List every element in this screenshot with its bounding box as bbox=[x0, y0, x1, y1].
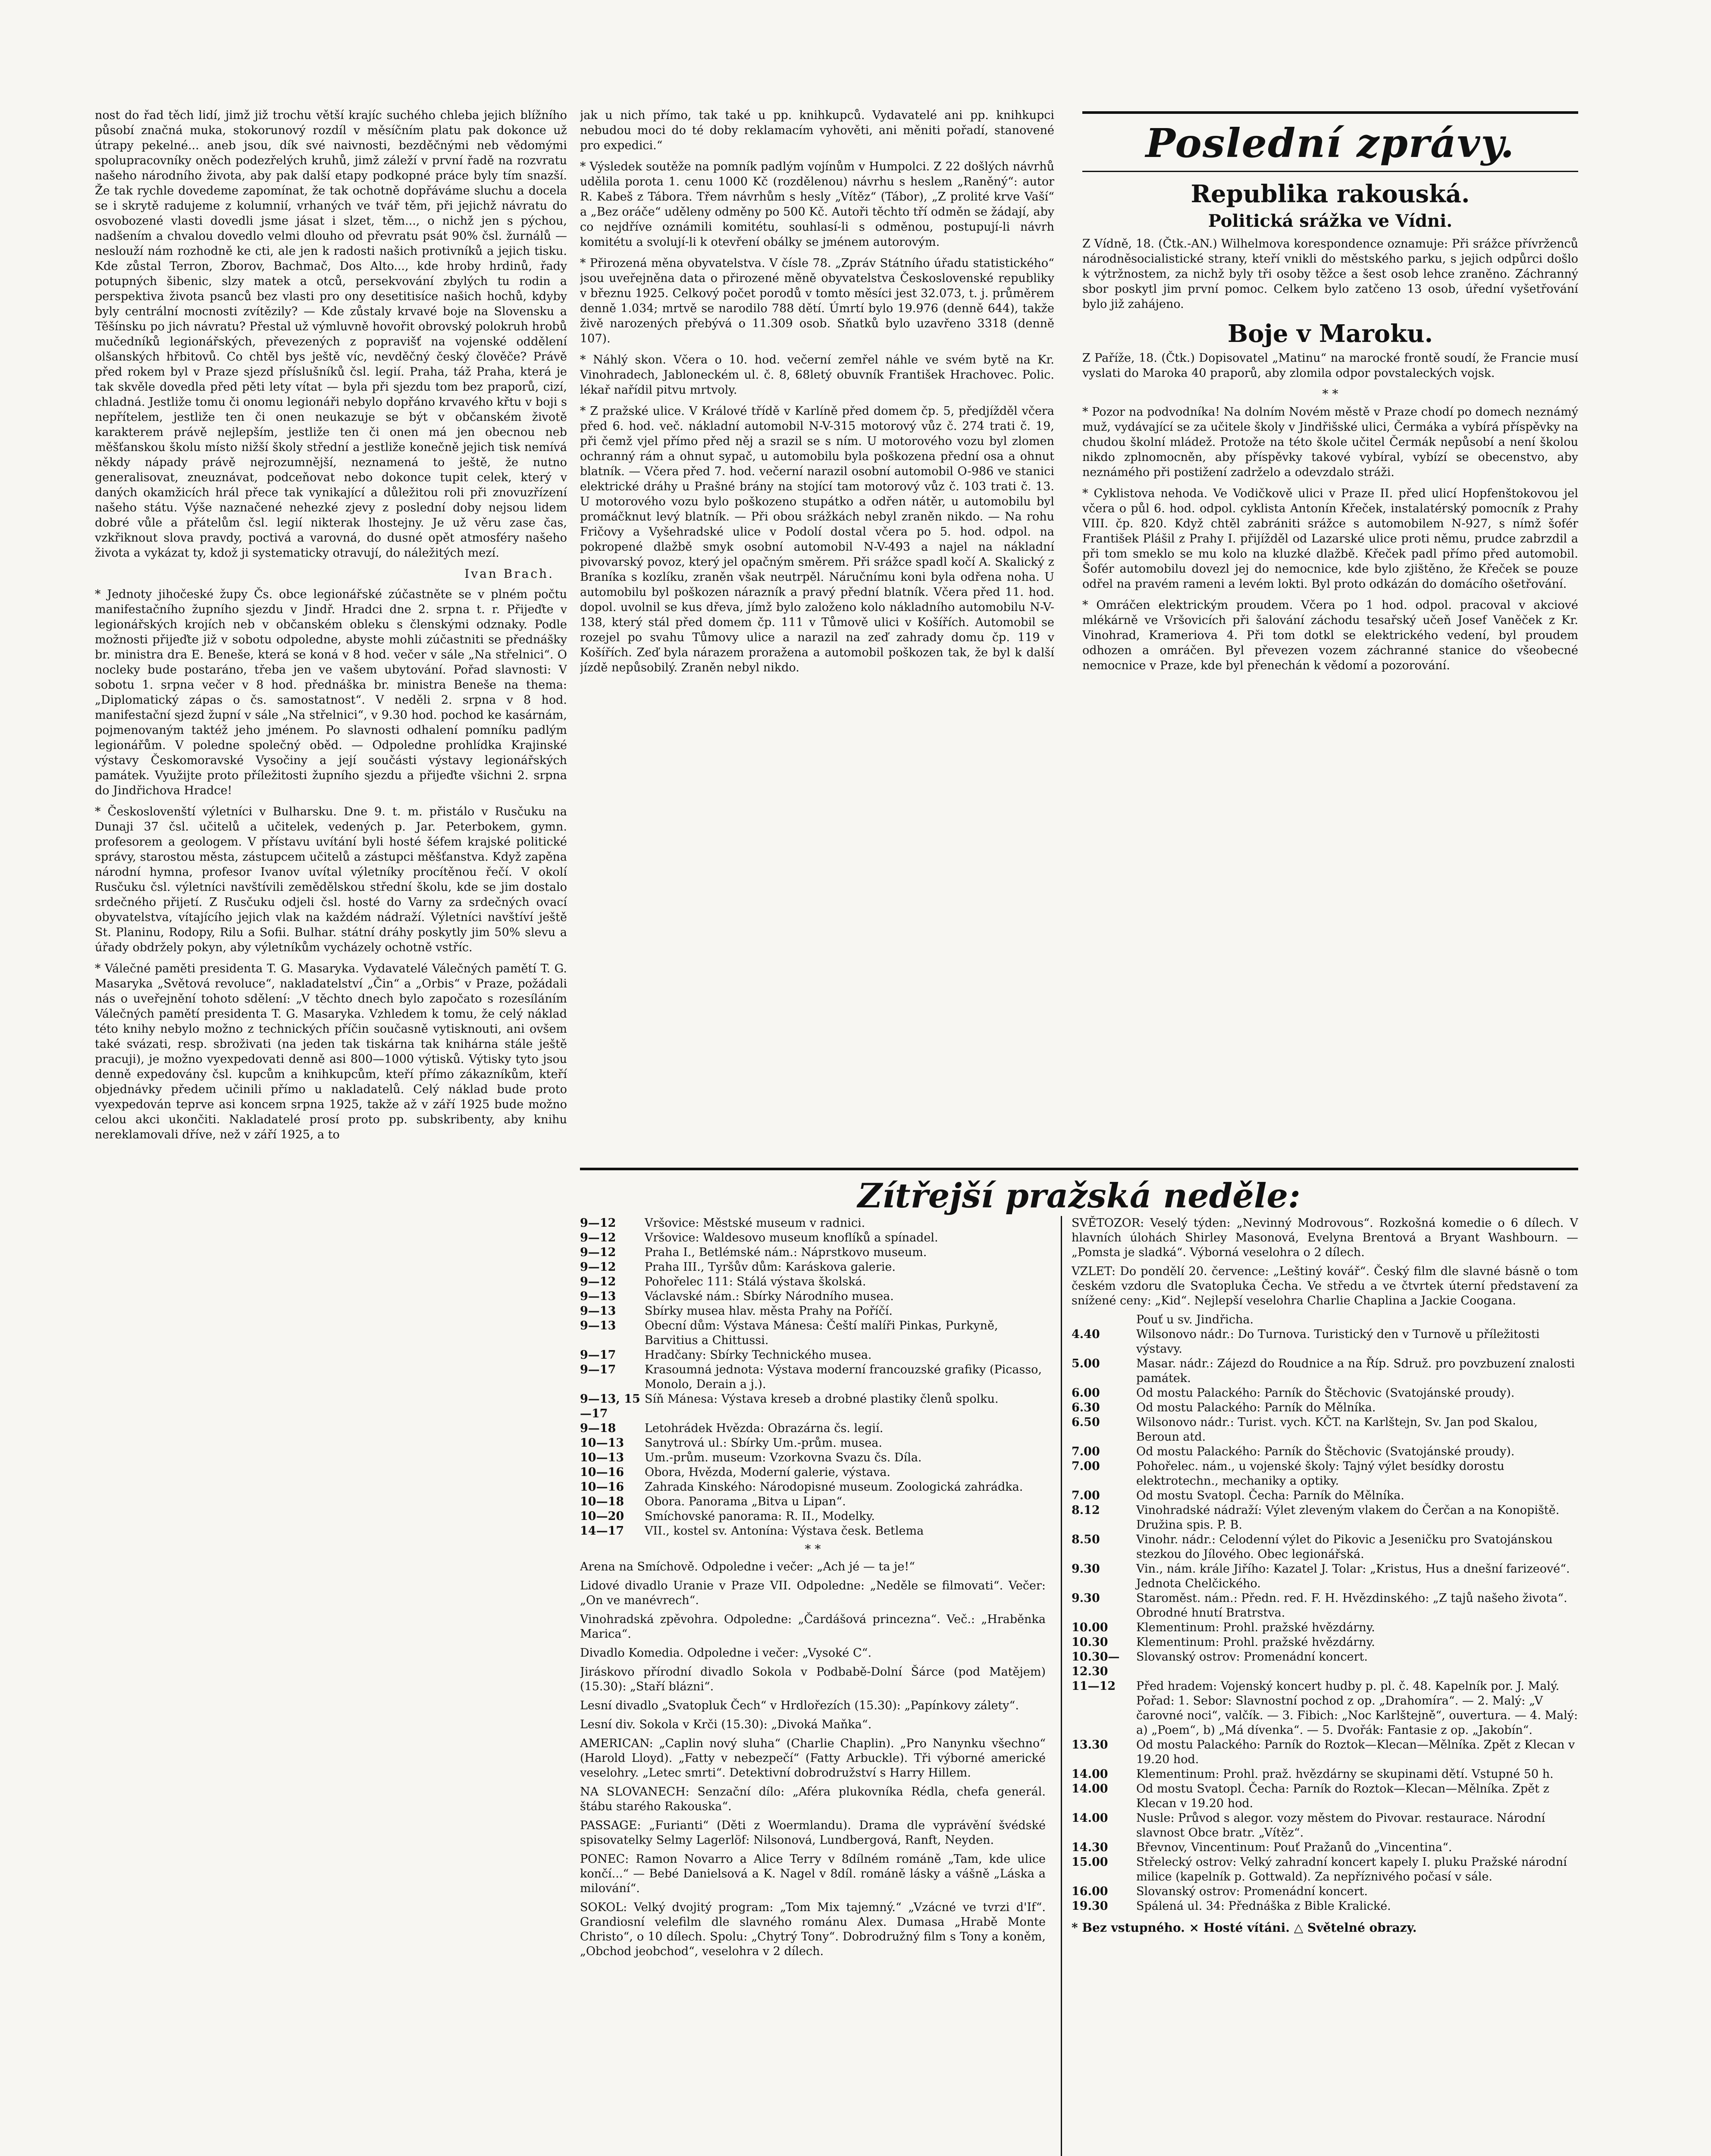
program-entry: AMERICAN: „Caplin nový sluha“ (Charlie Chaplin). „Pro Nanynku všechno“ (Harold Lloyd). „Fatty v nebezpečí“ (Fatty Arbuckle). Tři výborné americké veselohry. „Letec smrti“. Detektivní dobrodružství s Harry Hillem. bbox=[580, 1737, 1046, 1780]
schedule-row bbox=[1072, 1650, 1578, 1679]
article-bulharsko: * Českoslovenští výletníci v Bulharsku. Dne 9. t. m. přistálo v Rusčuku na Dunaji 37 čsl. učitelů a učitelek, vedených p. Jar. Peterbokem, gymn. profesorem a geologem. V přístavu uvítání byli hosté šéfem krajské politické správy, starostou města, zástupcem učitelů a zástupci měšťanstva. Když zapěna národní hymna, profesor Ivanov uvítal výletníky procítěnou řečí. V okolí Rusčuku čsl. výletníci navštívili zemědělskou střední školu, kde se jim dostalo srdečného přijetí. Z Rusčuku odjeli čsl. hosté do Varny za srdečných ovací obyvatelstva, vítajícího jejich vlak na každém nádraží. Výletníci navštíví ještě St. Planinu, Rodopy, Rilu a Sofii. Bulhar. státní dráhy poskytly jim 50% slevu a úřady obdržely pokyn, aby výletníkům vycházely ochotně vstříc. bbox=[95, 805, 567, 954]
heading-maroko: Boje v Maroku. bbox=[1227, 320, 1433, 348]
schedule-desc: Vršovice: Městské museum v radnici. bbox=[645, 1216, 865, 1230]
schedule-row bbox=[580, 1245, 1046, 1260]
schedule-desc: Pohořelec 111: Stálá výstava školská. bbox=[645, 1275, 866, 1288]
schedule-row bbox=[580, 1451, 1046, 1465]
schedule-desc: Od mostu Palackého: Parník do Roztok—Klecan—Mělníka. Zpět z Klecan v 19.20 hod. bbox=[1136, 1738, 1575, 1766]
program-entry: Lesní div. Sokola v Krči (15.30): „Divoká Maňka“. bbox=[580, 1718, 872, 1731]
schedule-time: 5.00 bbox=[1072, 1357, 1100, 1370]
separator-stars: * * bbox=[1322, 387, 1338, 401]
schedule-time: 9—12 bbox=[580, 1275, 616, 1288]
column-left bbox=[95, 108, 567, 2156]
schedule-desc: Klementinum: Prohl. pražské hvězdárny. bbox=[1136, 1621, 1375, 1634]
program-entry: PASSAGE: „Furianti“ (Děti z Woermlandu). Drama dle vyprávění švédské spisovatelky Selmy Lagerlöf: Nilsonová, Lundbergová, Ranft, Neyden. bbox=[580, 1819, 1046, 1847]
schedule-time: 8.50 bbox=[1072, 1533, 1100, 1546]
schedule-row bbox=[580, 1363, 1046, 1392]
schedule-row bbox=[580, 1348, 1046, 1363]
article-podvodnik: * Pozor na podvodníka! Na dolním Novém městě v Praze chodí po domech neznámý muž, vydávající se za učitele školy v Jindřišské ulici, Čermáka a vybírá příspěvky na chudou školní mládež. Protože na této škole učitel Čermák nepůsobí a není školou nikdo zplnomocněn, aby příspěvky takové vybíral, vybízí se obecenstvo, aby neznámého při postižení zadrželo a odevzdalo stráži. bbox=[1082, 405, 1578, 479]
program-entry: Lesní divadlo „Svatopluk Čech“ v Hrdlořezích (15.30): „Papínkovy zálety“. bbox=[580, 1699, 1019, 1712]
schedule-time: 9—18 bbox=[580, 1422, 616, 1435]
schedule-desc: Střelecký ostrov: Velký zahradní koncert kapely I. pluku Pražské národní milice (kapelník p. Gottwald). Za nepříznivého počasí v sále. bbox=[1136, 1855, 1567, 1883]
masthead-rule-bottom bbox=[1082, 171, 1578, 172]
schedule-row bbox=[580, 1231, 1046, 1245]
schedule-desc: Obora, Hvězda, Moderní galerie, výstava. bbox=[645, 1466, 890, 1479]
schedule-row bbox=[1072, 1811, 1578, 1840]
schedule-row bbox=[1072, 1489, 1578, 1503]
schedule-time: 13.30 bbox=[1072, 1738, 1108, 1752]
sunday-list-left bbox=[580, 1216, 1046, 1963]
schedule-desc: Slovanský ostrov: Promenádní koncert. bbox=[1136, 1650, 1368, 1664]
schedule-row bbox=[1072, 1620, 1578, 1635]
schedule-row bbox=[1072, 1445, 1578, 1459]
schedule-row bbox=[1072, 1738, 1578, 1767]
program-entry: SOKOL: Velký dvojitý program: „Tom Mix tajemný.“ „Vzácné ve tvrzi d'If“. Grandiosní velefilm dle slavného románu Alex. Dumasa „Hrabě Monte Christo“, o 10 dílech. Spolu: „Chytrý Tony“. Dobrodružný film s Tony a koněm, „Obchod jeobchod“, veselohra v 2 dílech. bbox=[580, 1901, 1046, 1958]
schedule-desc: Praha III., Tyršův dům: Karáskova galerie. bbox=[645, 1260, 896, 1274]
schedule-desc: Sbírky musea hlav. města Prahy na Poříčí. bbox=[645, 1304, 893, 1318]
schedule-row bbox=[580, 1275, 1046, 1289]
program-entry: SVĚTOZOR: Veselý týden: „Nevinný Modrovous“. Rozkošná komedie o 6 dílech. V hlavních úlohách Shirley Masonová, Evelyna Brentová a Bryant Washbourn. — „Pomsta je sladká“. Výborná veselohra o 2 dílech. bbox=[1072, 1216, 1578, 1259]
article-masaryk: * Válečné paměti presidenta T. G. Masaryka. Vydavatelé Válečných pamětí T. G. Masaryka „Světová revoluce“, nakladatelství „Čin“ a „Orbis“ v Praze, požádali nás o uveřejnění tohoto sdělení: „V těchto dnech bylo započato s rozesíláním Válečných pamětí presidenta T. G. Masaryka. Vzhledem k tomu, že celý náklad této knihy nebylo možno z technických příčin současně vytisknouti, ani ovšem také svázati, resp. sbroživati (na jeden tak tiskárna tak knihárna stále ještě pracuji), je možno vyexpedovati denně asi 800—1000 výtisků. Výtisky tyto jsou denně expedovány čsl. kupcům a knihkupcům, kteří přímo zákazníkům, kteří objednávky předem učinili přímo u nakladatelů. Celý náklad bude proto vyexpedován teprve asi koncem srpna 1925, takže až v září 1925 bude možno celou akci ukončiti. Nakladatelé prosí proto pp. subskribenty, aby knihu nereklamovali dříve, než v září 1925, a to bbox=[95, 962, 567, 1141]
sunday-list-right bbox=[1072, 1216, 1578, 1935]
schedule-row bbox=[580, 1392, 1046, 1421]
schedule-row bbox=[1072, 1327, 1578, 1357]
schedule-time: 6.30 bbox=[1072, 1401, 1100, 1414]
sunday-rule bbox=[580, 1168, 1578, 1170]
schedule-row bbox=[1072, 1386, 1578, 1401]
schedule-row bbox=[580, 1216, 1046, 1231]
schedule-desc: Pohořelec. nám., u vojenské školy: Tajný výlet besídky dorostu elektrotechn., mechaniky a optiky. bbox=[1136, 1460, 1504, 1488]
schedule-row bbox=[1072, 1415, 1578, 1445]
column-middle bbox=[580, 108, 1054, 1160]
article-omracen: * Omráčen elektrickým proudem. Včera po 1 hod. odpol. pracoval v akciové mlékárně ve Vršovicích při šalování záchodu tesařský učeň Josef Vaněček z Kr. Vinohrad, Krameriova 4. Při tom dotkl se elektrického vedení, byl proudem odhozen a omráčen. Byl převezen vozem záchranné stanice do všeobecné nemocnice v Praze, kde byl přenechán k vědomí a pozorování. bbox=[1082, 599, 1578, 672]
schedule-row bbox=[1072, 1562, 1578, 1591]
schedule-time: 10—20 bbox=[580, 1510, 624, 1523]
schedule-time: 4.40 bbox=[1072, 1328, 1100, 1341]
schedule-time: 14.00 bbox=[1072, 1811, 1108, 1825]
program-entry: NA SLOVANECH: Senzační dílo: „Aféra plukovníka Rédla, chefa generál. štábu starého Rakouska“. bbox=[580, 1785, 1046, 1813]
schedule-row bbox=[580, 1319, 1046, 1348]
schedule-time: 7.00 bbox=[1072, 1445, 1100, 1458]
schedule-row bbox=[580, 1260, 1046, 1275]
article-essay: nost do řad těch lidí, jimž již trochu větší krajíc suchého chleba jejich blížního působí značná muka, stokorunový rozdíl v měsíčním platu pak dokonce už útrapy pekelné... aneb jsou, dík své naivnosti, bezděčnými neb vědomými spolupracovníky oněch podezřelých kruhů, jimž záleží v první řadě na rozvratu našeho národního života, aby pak další etapy podkopné práce byly tím snazší. Že tak rychle dovedeme zapomínat, že tak ochotně dopřáváme sluchu a docela se i skrytě radujeme z kolumnií, vrhaných ve tvář těm, při jejichž návratu do osvobozené vlasti dovedli jsme jásat i slzet, těm..., o nichž jen s pýchou, nadšením a chvalou dovedlo velmi dlouho od převratu psát 90% čsl. žurnálů — neslouží nám rozhodně ke cti, ale jen k radosti našich protivníků a jejich tisku. Kde zůstal Terron, Zborov, Bachmač, Dos Alto..., kde hroby hrdinů, řady potupných šibenic, slzy matek a otců, persekvování zbylých tu rodin a perspektiva života psanců bez vlasti pro ony desetitisíce našich hochů, kdyby byly centrální mocnosti zvítězily? — Kde zůstaly krvavé boje na Slovensku a Těšínsku po jich návratu? Přestal už výmluvně hovořit obrovský polokruh hrobů mučedníků legionářských, převezených z popravišť na vojenské oddělení olšanských hřbitovů. Co chtěl bys ještě víc, nevděčný český člověče? Právě před rokem byl v Praze sjezd příslušníků čsl. legií. Praha, táž Praha, která je tak skvěle dovedla před pěti lety vítat — byla při sjezdu tom bez praporů, cizí, chladná. Jestliže tomu či onomu legionáři nebylo dopřáno krvavého křtu v boji s nepřítelem, jestliže ten či onen neukazuje se být v občanském životě karakterem právě nejlepším, jestliže ten či onen má jen obecnou neb měšťanskou školu místo nižší školy střední a jestliže konečně jejich tisk nemívá někdy nápady právě nejrozumnější, neznamená to ještě, že nutno generalisovat, zneuznávat, podceňovat nebo dokonce tupit celek, který v daných okamžicích hrál přece tak vynikající a důležitou roli při znovuzřízení našeho státu. Výše naznačené nehezké zjevy z poslední doby nejsou lidem dobré vůle a přátelům čsl. legií nikterak lhostejny. Je už věru zase čas, vzkřiknout slova pravdy, poctivá a varovná, do dusné opět atmosféry našeho života a vykázat ty, kdož ji systematicky otravují, do náležitých mezí. bbox=[95, 109, 567, 560]
schedule-row bbox=[580, 1421, 1046, 1436]
schedule-time: 14.00 bbox=[1072, 1767, 1108, 1781]
schedule-desc: Břevnov, Vincentinum: Pouť Pražanů do „Vincentina“. bbox=[1136, 1841, 1452, 1854]
schedule-time: 7.00 bbox=[1072, 1489, 1100, 1502]
schedule-desc: Krasoumná jednota: Výstava moderní francouzské grafiky (Picasso, Monolo, Derain a j.). bbox=[645, 1363, 1042, 1391]
schedule-desc: Slovanský ostrov: Promenádní koncert. bbox=[1136, 1885, 1368, 1898]
separator-stars: * * bbox=[805, 1542, 821, 1556]
schedule-time: 10—16 bbox=[580, 1480, 624, 1494]
schedule-desc: Václavské nám.: Sbírky Národního musea. bbox=[645, 1290, 894, 1303]
article-skon: * Náhlý skon. Včera o 10. hod. večerní zemřel náhle ve svém bytě na Kr. Vinohradech, Jabloneckém ul. č. 8, 68letý obuvník František Hrachovec. Polic. lékař nařídil pitvu mrtvoly. bbox=[580, 353, 1054, 397]
program-entry: Arena na Smíchově. Odpoledne i večer: „Ach jé — ta je!“ bbox=[580, 1560, 915, 1573]
schedule-time: 14—17 bbox=[580, 1524, 624, 1538]
schedule-time: 10.30—12.30 bbox=[1072, 1650, 1120, 1678]
schedule-time: 10—13 bbox=[580, 1436, 624, 1450]
schedule-desc: Vinohr. nádr.: Celodenní výlet do Pikovic a Jeseničku pro Svatojánskou stezkou do Jílového. Obec legionářská. bbox=[1136, 1533, 1553, 1561]
schedule-desc: Obora. Panorama „Bitva u Lipan“. bbox=[645, 1495, 846, 1508]
program-entry: Vinohradská zpěvohra. Odpoledne: „Čardášová princezna“. Več.: „Hraběnka Marica“. bbox=[580, 1613, 1046, 1641]
schedule-time: 9.30 bbox=[1072, 1562, 1100, 1576]
schedule-time: 9—12 bbox=[580, 1260, 616, 1274]
schedule-time: 15.00 bbox=[1072, 1855, 1108, 1869]
schedule-time: 7.00 bbox=[1072, 1460, 1100, 1473]
schedule-desc: Klementinum: Prohl. praž. hvězdárny se skupinami dětí. Vstupné 50 h. bbox=[1136, 1767, 1554, 1781]
schedule-time: 9—12 bbox=[580, 1216, 616, 1230]
schedule-time: 10.00 bbox=[1072, 1621, 1108, 1634]
program-entry: PONEC: Ramon Novarro a Alice Terry v 8dílném románě „Tam, kde ulice končí...“ — Bebé Danielsová a K. Nagel v 8díl. románě lásky a vášně „Láska a milování“. bbox=[580, 1852, 1046, 1895]
schedule-time: 14.30 bbox=[1072, 1841, 1108, 1854]
schedule-time: 9—17 bbox=[580, 1363, 616, 1376]
article-mena: * Přirozená měna obyvatelstva. V čísle 78. „Zpráv Státního úřadu statistického“ jsou uveřejněna data o přirozené měně obyvatelstva Československé republiky v březnu 1925. Celkový počet porodů v tomto měsíci jest 32.073, t. j. průměrem denně 1.034; mrtvě se narodilo 788 dětí. Úmrtí bylo 19.976 (denně 644), takže živě narozených přebývá o 11.309 osob. Sňatků bylo uzavřeno 3318 (denně 107). bbox=[580, 257, 1054, 345]
schedule-row bbox=[580, 1480, 1046, 1495]
schedule-row bbox=[1072, 1532, 1578, 1562]
schedule-desc: Od mostu Palackého: Parník do Štěchovic (Svatojánské proudy). bbox=[1136, 1445, 1515, 1458]
schedule-desc: Staroměst. nám.: Předn. red. F. H. Hvězdinského: „Z tajů našeho života“. Obrodné hnutí Bratrstva. bbox=[1136, 1592, 1567, 1620]
schedule-row bbox=[580, 1509, 1046, 1524]
legend-note: * Bez vstupného. × Hosté vítáni. △ Světelné obrazy. bbox=[1072, 1921, 1417, 1935]
schedule-desc: Spálená ul. 34: Přednáška z Bible Kralické. bbox=[1136, 1899, 1391, 1913]
schedule-desc: Před hradem: Vojenský koncert hudby p. pl. č. 48. Kapelník por. J. Malý. Pořad: 1. Sebor: Slavnostní pochod z op. „Drahomíra“. — 2. Malý: „V čarovné noci“, valčík. — 3. Fibich: „Noc Karlštejně“, ouvertura. — 4. Malý: a) „Poem“, b) „Má dívenka“. — 5. Dvořák: Fantasie z op. „Jakobín“. bbox=[1136, 1680, 1578, 1737]
schedule-time: 9—12 bbox=[580, 1246, 616, 1259]
schedule-row bbox=[580, 1304, 1046, 1319]
schedule-row bbox=[1072, 1884, 1578, 1899]
schedule-desc: Um.-prům. museum: Vzorkovna Svazu čs. Díla. bbox=[645, 1451, 922, 1464]
program-entry: Lidové divadlo Uranie v Praze VII. Odpoledne: „Neděle se filmovati“. Večer: „On ve manévrech“. bbox=[580, 1579, 1046, 1607]
schedule-time bbox=[1072, 1313, 1136, 1327]
schedule-row bbox=[1072, 1313, 1578, 1327]
schedule-time: 9—13 bbox=[580, 1304, 616, 1318]
schedule-desc: Klementinum: Prohl. pražské hvězdárny. bbox=[1136, 1636, 1375, 1649]
article-viden: Z Vídně, 18. (Čtk.-AN.) Wilhelmova korespondence oznamuje: Při srážce přívrženců národněsocialistické strany, kteří vnikli do městského parku, s jejich odpůrci došlo k výtržnostem, za nichž byly tři osoby těžce a šest osob lehce zraněno. Záchranný sbor poskytl jim první pomoc. Celkem bylo zatčeno 13 osob, úřední vyšetřování bylo již zahájeno. bbox=[1082, 237, 1578, 311]
schedule-desc: Nusle: Průvod s alegor. vozy městem do Pivovar. restaurace. Národní slavnost Obce bratr. „Vítěz“. bbox=[1136, 1811, 1545, 1839]
column-right bbox=[1082, 108, 1578, 1160]
article-humpolec: * Výsledek soutěže na pomník padlým vojínům v Humpolci. Z 22 došlých návrhů udělila porota 1. cenu 1000 Kč (rozdělenou) návrhu s heslem „Raněný“: autor R. Kabeš z Tábora. Třem návrhům s hesly „Vítěz“ (Tábor), „Z prolité krve Vaší“ a „Bez oráče“ uděleny odměny po 500 Kč. Autoři těchto tří odměn se žádají, aby co nejdříve oznámili komitétu, souhlasí-li s odměnou, postupují-li návrh komitétu a svolují-li k otevření obálky se jménem autorovým. bbox=[580, 160, 1054, 249]
schedule-row bbox=[580, 1524, 1046, 1539]
program-entry: VZLET: Do pondělí 20. července: „Leštiný kovář“. Český film dle slavné básně o tom českém vzdoru dle Svatopluka Čecha. Ve středu a ve čtvrtek úterní představení za snížené ceny: „Kid“. Nejlepší veselohra Charlie Chaplina a Jackie Coogana. bbox=[1072, 1265, 1578, 1307]
schedule-row bbox=[580, 1436, 1046, 1451]
schedule-time: 16.00 bbox=[1072, 1885, 1108, 1898]
schedule-desc: Vinohradské nádraží: Výlet zleveným vlakem do Čerčan a na Konopiště. Družina spis. P. B. bbox=[1136, 1504, 1560, 1532]
schedule-desc: Vršovice: Waldesovo museum knoflíků a spínadel. bbox=[645, 1231, 938, 1244]
schedule-time: 9—12 bbox=[580, 1231, 616, 1244]
schedule-desc: Obecní dům: Výstava Mánesa: Čeští malíři Pinkas, Purkyně, Barvitius a Chittussi. bbox=[645, 1319, 998, 1347]
schedule-desc: VII., kostel sv. Antonína: Výstava česk. Betlema bbox=[645, 1524, 924, 1538]
sunday-divider bbox=[1061, 1216, 1062, 2156]
article-ulice: * Z pražské ulice. V Králové třídě v Karlíně před domem čp. 5, předjížděl včera před 6. hod. več. nákladní automobil N-V-315 motorový vůz č. 274 trati č. 19, při čemž vjel přímo před něj a srazil se s ním. U motorového vozu byl zlomen ochranný rám a ohnut sypač, u automobilu byla poškozena přední osa a ohnut blatník. — Včera před 7. hod. večerní narazil osobní automobil O-986 ve stanici elektrické dráhy u Prašné brány na stojící tam motorový vůz č. 103 trati č. 13. U motorového vozu bylo poškozeno stupátko a odřen nátěr, u automobilu byl promáčknut levý blatník. — Při obou srážkách nebyl zraněn nikdo. — Na rohu Fričovy a Vyšehradské ulice v Podolí dostal včera po 5. hod. odpol. na pokropené dlažbě smyk osobní automobil N-V-493 a najel na nákladní pivovarský povoz, který jel opačným směrem. Při srážce spadl kočí A. Skalický z Braníka s kozlíku, zraněn však neutrpěl. Náručnímu koni byla odřena noha. U automobilu byl poškozen nárazník a pravý přední blatník. Včera před 11. hod. dopol. uvolnil se kus dřeva, jímž bylo založeno kolo nákladního automobilu N-V-138, který stál před domem čp. 111 v Tůmově ulici v Košířích. Automobil se rozejel po svahu Tůmovy ulice a narazil na zeď zahrady domu čp. 119 v Košířích. Zeď byla nárazem proražena a automobil poškozen tak, že byl k další jízdě nepůsobilý. Zraněn nebyl nikdo. bbox=[580, 404, 1054, 674]
sunday-section bbox=[580, 1164, 1578, 2156]
schedule-desc: Letohrádek Hvězda: Obrazárna čs. legií. bbox=[645, 1422, 884, 1435]
schedule-desc: Hradčany: Sbírky Technického musea. bbox=[645, 1348, 872, 1362]
schedule-desc: Smíchovské panorama: R. II., Modelky. bbox=[645, 1510, 875, 1523]
schedule-desc: Sanytrová ul.: Sbírky Um.-prům. musea. bbox=[645, 1436, 882, 1450]
schedule-desc: Od mostu Palackého: Parník do Štěchovic (Svatojánské proudy). bbox=[1136, 1386, 1515, 1400]
schedule-row bbox=[1072, 1401, 1578, 1415]
schedule-row bbox=[1072, 1899, 1578, 1914]
author-signature: Ivan Brach. bbox=[464, 567, 554, 581]
schedule-desc: Od mostu Palackého: Parník do Mělníka. bbox=[1136, 1401, 1376, 1414]
sunday-heading: Zítřejší pražská neděle: bbox=[858, 1176, 1300, 1216]
schedule-desc: Wilsonovo nádr.: Turist. vych. KČT. na Karlštejn, Sv. Jan pod Skalou, Beroun atd. bbox=[1136, 1416, 1538, 1444]
schedule-row bbox=[1072, 1840, 1578, 1855]
article-cyklista: * Cyklistova nehoda. Ve Vodičkově ulici v Praze II. před ulicí Hopfenštokovou jel včera o půl 6. hod. odpol. cyklista Antonín Křeček, instalatérský pomocník z Prahy VIII. čp. 820. Když chtěl zabrániti srážce s automobilem N-927, s nímž šofér František Plášil z Prahy I. přijížděl od Lazarské ulice proti němu, prudce zabrzdil a při tom smeklo se mu kolo na kluzké dlažbě. Křeček padl přímo před automobil. Šofér automobilu dovezl jej do nemocnice, kde bylo zjištěno, že Křeček se pouze odřel na pravém rameni a levém lokti. Byl proto odkázán do domácího ošetřování. bbox=[1082, 487, 1578, 591]
schedule-row bbox=[1072, 1767, 1578, 1782]
schedule-desc: Praha I., Betlémské nám.: Náprstkovo museum. bbox=[645, 1246, 927, 1259]
heading-srazka: Politická srážka ve Vídni. bbox=[1208, 211, 1453, 231]
schedule-desc: Od mostu Svatopl. Čecha: Parník do Roztok—Klecan—Mělníka. Zpět z Klecan v 19.20 hod. bbox=[1136, 1782, 1549, 1810]
schedule-time: 9—13 bbox=[580, 1319, 616, 1332]
article-masaryk-cont: jak u nich přímo, tak také u pp. knihkupců. Vydavatelé ani pp. knihkupci nebudou moci do té doby reklamacím vyhověti, ani měniti pořadí, stanovené pro expedici.“ bbox=[580, 109, 1054, 152]
schedule-time: 10—18 bbox=[580, 1495, 624, 1508]
masthead-rule bbox=[1082, 111, 1578, 114]
schedule-row bbox=[1072, 1591, 1578, 1620]
schedule-row bbox=[1072, 1679, 1578, 1738]
schedule-row bbox=[1072, 1855, 1578, 1884]
schedule-time: 9.30 bbox=[1072, 1592, 1100, 1605]
article-pariz: Z Paříže, 18. (Čtk.) Dopisovatel „Matinu“ na marocké frontě soudí, že Francie musí vyslati do Maroka 40 praporů, aby zlomila odpor povstaleckých vojsk. bbox=[1082, 351, 1578, 380]
schedule-desc: Masar. nádr.: Zájezd do Roudnice a na Říp. Sdruž. pro povzbuzení znalosti památek. bbox=[1136, 1357, 1575, 1385]
schedule-time: 10—16 bbox=[580, 1466, 624, 1479]
schedule-time: 10—13 bbox=[580, 1451, 624, 1464]
schedule-row bbox=[580, 1495, 1046, 1509]
schedule-time: 19.30 bbox=[1072, 1899, 1108, 1913]
schedule-row bbox=[1072, 1357, 1578, 1386]
schedule-row bbox=[1072, 1503, 1578, 1532]
schedule-time: 9—13, 15—17 bbox=[580, 1392, 640, 1420]
program-entry: Divadlo Komedia. Odpoledne i večer: „Vysoké C“. bbox=[580, 1646, 872, 1660]
schedule-desc: Od mostu Svatopl. Čecha: Parník do Mělníka. bbox=[1136, 1489, 1404, 1502]
schedule-time: 11—12 bbox=[1072, 1680, 1116, 1693]
schedule-row bbox=[580, 1289, 1046, 1304]
schedule-time: 6.50 bbox=[1072, 1416, 1100, 1429]
heading-republika: Republika rakouská. bbox=[1191, 180, 1470, 208]
schedule-row bbox=[1072, 1782, 1578, 1811]
schedule-time: 6.00 bbox=[1072, 1386, 1100, 1400]
schedule-time: 9—13 bbox=[580, 1290, 616, 1303]
schedule-desc: Zahrada Kinského: Národopisné museum. Zoologická zahrádka. bbox=[645, 1480, 1023, 1494]
schedule-row bbox=[1072, 1459, 1578, 1489]
schedule-time: 10.30 bbox=[1072, 1636, 1108, 1649]
schedule-row bbox=[1072, 1635, 1578, 1650]
schedule-desc: Síň Mánesa: Výstava kreseb a drobné plastiky členů spolku. bbox=[645, 1392, 999, 1406]
schedule-time: 9—17 bbox=[580, 1348, 616, 1362]
program-entry: Jiráskovo přírodní divadlo Sokola v Podbabě-Dolní Šárce (pod Matějem) (15.30): „Staří blázni“. bbox=[580, 1665, 1046, 1693]
schedule-desc: Wilsonovo nádr.: Do Turnova. Turistický den v Turnově u příležitosti výstavy. bbox=[1136, 1328, 1540, 1356]
masthead-title: Poslední zprávy. bbox=[1145, 120, 1515, 166]
schedule-desc: Pouť u sv. Jindřicha. bbox=[1136, 1313, 1254, 1326]
schedule-time: 14.00 bbox=[1072, 1782, 1108, 1796]
schedule-row bbox=[580, 1465, 1046, 1480]
schedule-desc: Vin., nám. krále Jiřího: Kazatel J. Tolar: „Kristus, Hus a dnešní farizeové“. Jednota Chelčického. bbox=[1136, 1562, 1570, 1590]
article-jednoty: * Jednoty jihočeské župy Čs. obce legionářské zúčastněte se v plném počtu manifestačního župního sjezdu v Jindř. Hradci dne 2. srpna t. r. Přijeďte v legionářských krojích neb v občanském obleku s členskými odznaky. Podle možnosti přijeďte již v sobotu odpoledne, abyste mohli zúčastniti se přednášky br. ministra dra E. Beneše, která se koná v 8 hod. večer v sále „Na střelnici“. O nocleky bude postaráno, třeba jen ve vašem ubytování. Pořad slavnosti: V sobotu 1. srpna večer v 8 hod. přednáška br. ministra Beneše na thema: „Diplomatický zápas o čs. samostatnost“. V neděli 2. srpna v 8 hod. manifestační sjezd župní v sále „Na střelnici“, v 9.30 hod. pochod ke kasárnám, pojmenovaným taktéž jeho jménem. Po slavnosti odhalení pomníku padlým legionářům. V poledne společný oběd. — Odpoledne prohlídka Krajinské výstavy Českomoravské Vysočiny a její součásti výstavy legionářských památek. Využijte proto příležitosti župního sjezdu a přijeďte všichni 2. srpna do Jindřichova Hradce! bbox=[95, 588, 567, 797]
schedule-time: 8.12 bbox=[1072, 1504, 1100, 1517]
